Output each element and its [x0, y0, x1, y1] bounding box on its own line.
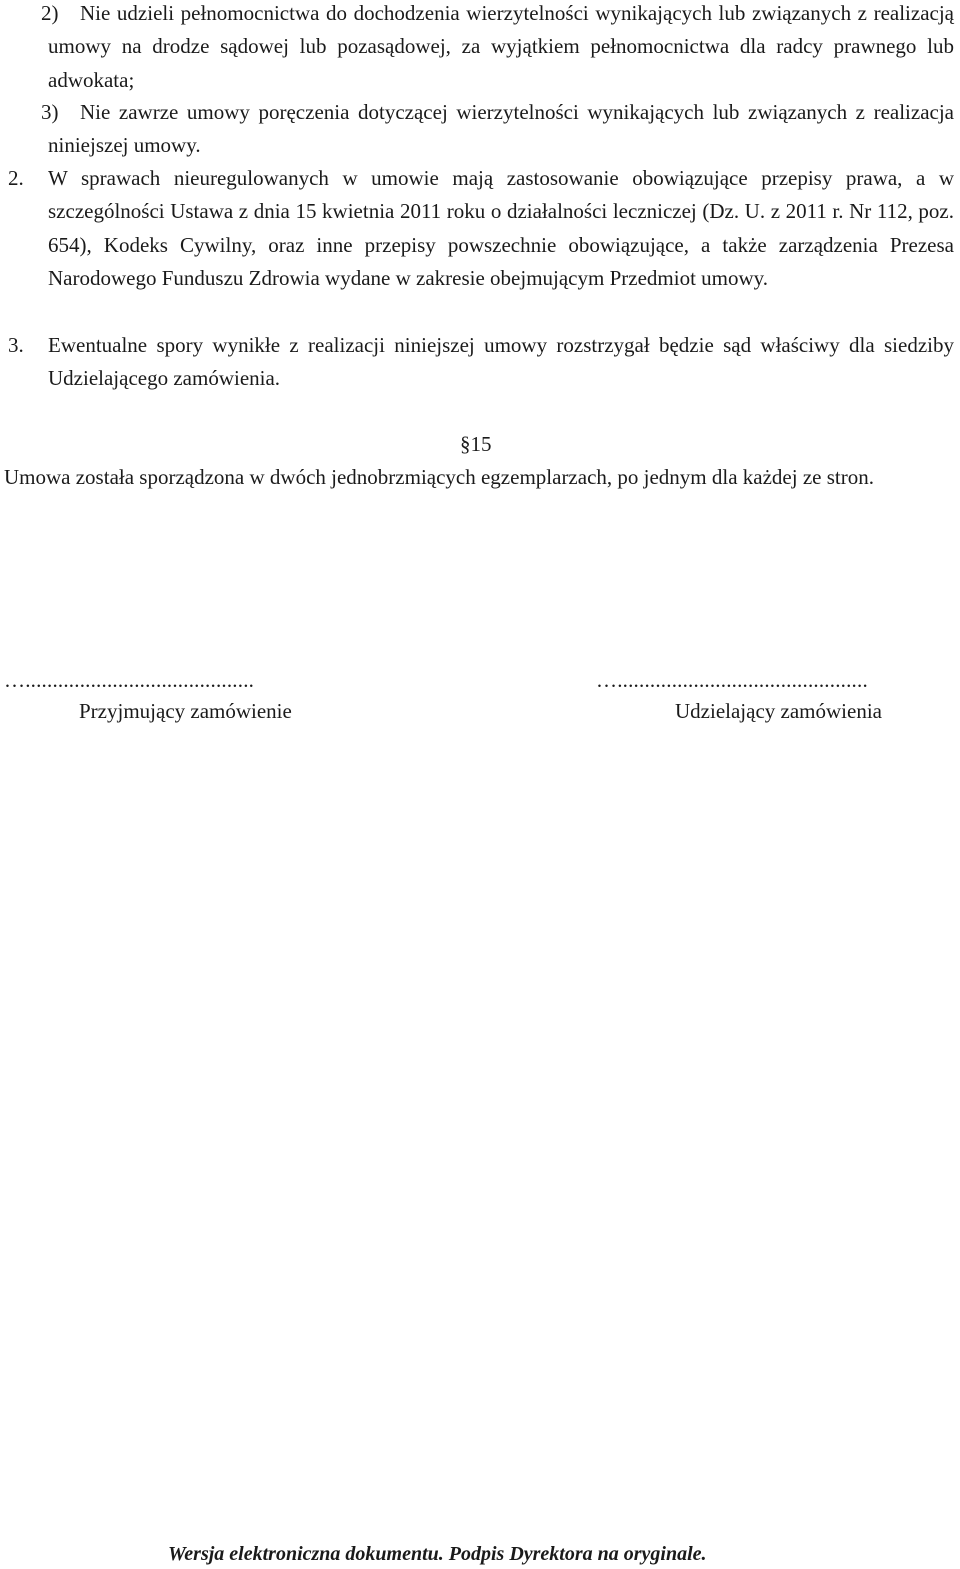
- clause-text: Nie zawrze umowy poręczenia dotyczącej wierzytelności wynikających lub związanych z realizacja niniejszej umowy.: [48, 100, 954, 158]
- clause-text: W sprawach nieuregulowanych w umowie mają zastosowanie obowiązujące przepisy prawa, a w szczególności Ustawa z dnia 15 kwietnia 2011 roku o działalności leczniczej (Dz. U. z 2011 r. Nr 112, poz. 654), Kodeks Cywilny, oraz inne przepisy powszechnie obowiązujące, a także zarządzenia Prezesa Narodowego Funduszu Zdrowia wydane w zakresie obejmującym Przedmiot umowy.: [48, 166, 954, 290]
- signature-label-contractor: Przyjmujący zamówienie: [79, 699, 292, 723]
- closing-paragraph: Umowa została sporządzona w dwóch jednobrzmiących egzemplarzach, po jednym dla każdej ze stron.: [4, 465, 874, 489]
- footer-note: Wersja elektroniczna dokumentu. Podpis Dyrektora na oryginale.: [168, 1543, 707, 1565]
- clause-text: Ewentualne spory wynikłe z realizacji niniejszej umowy rozstrzygał będzie sąd właściwy dla siedziby Udzielającego zamówienia.: [48, 333, 954, 391]
- section-heading: §15: [460, 432, 492, 456]
- clause-number: 3): [41, 100, 59, 124]
- signature-label-client: Udzielający zamówienia: [675, 699, 882, 723]
- clause-3-subpoint: [41, 96, 954, 163]
- signature-line-right: …..............................................: [596, 668, 868, 692]
- clause-number: 2): [41, 1, 59, 25]
- clause-text: Nie udzieli pełnomocnictwa do dochodzenia wierzytelności wynikających lub związanych z realizacją umowy na drodze sądowej lub pozasądowej, za wyjątkiem pełnomocnictwa dla radcy prawnego lub adwokata;: [48, 1, 954, 92]
- clause-2-subpoint: [41, 0, 954, 97]
- clause-2: [8, 162, 954, 295]
- clause-3: [8, 329, 954, 396]
- clause-number: 2.: [8, 166, 24, 190]
- signature-line-left: …..........................................: [4, 668, 255, 692]
- clause-number: 3.: [8, 333, 24, 357]
